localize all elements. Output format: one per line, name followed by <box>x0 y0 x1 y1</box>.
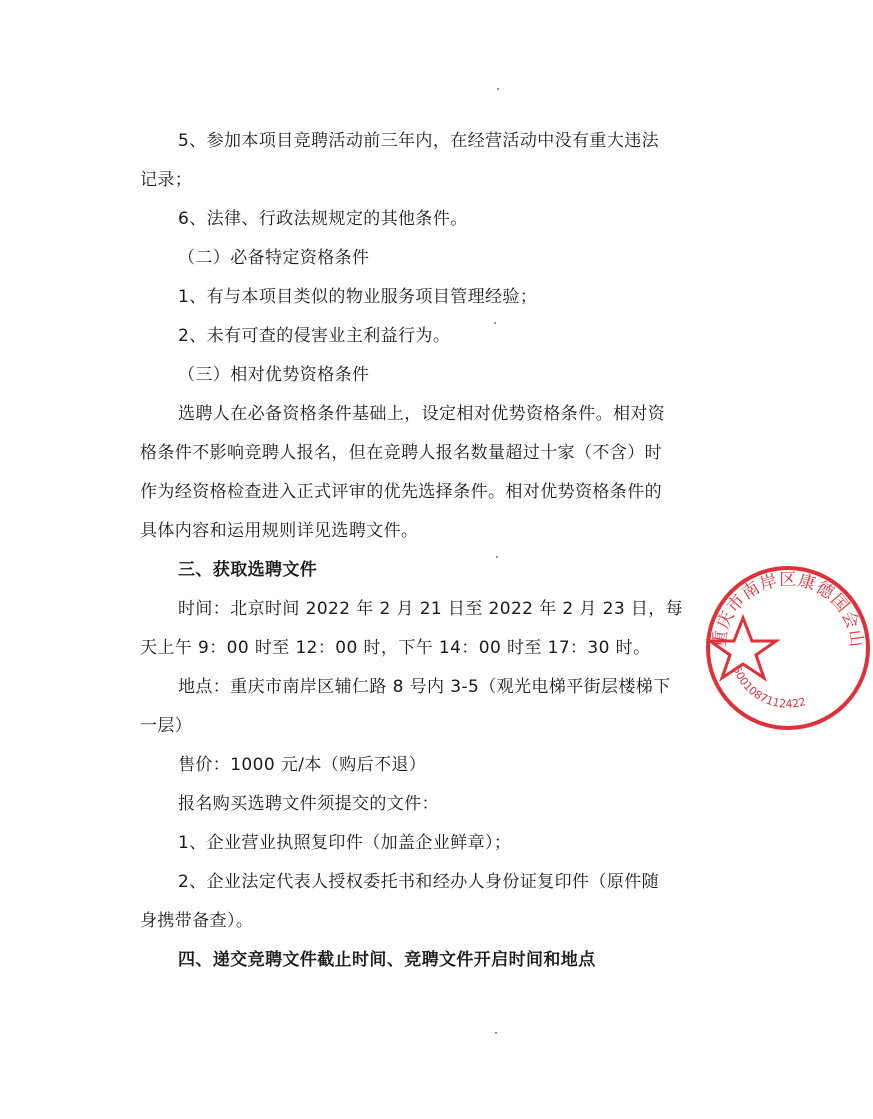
time-line-2: 天上午 9：00 时至 12：00 时，下午 14：00 时至 17：30 时。 <box>140 638 651 658</box>
required-docs-intro: 报名购买选聘文件须提交的文件： <box>178 794 439 814</box>
required-item-2: 2、未有可查的侵害业主利益行为。 <box>178 326 451 346</box>
seal-number: 5001087112422 <box>730 664 808 711</box>
required-doc-2-line-2: 身携带备查）。 <box>140 911 254 931</box>
required-doc-2-line-1: 2、企业法定代表人授权委托书和经办人身份证复印件（原件随 <box>178 872 660 892</box>
required-doc-1: 1、企业营业执照复印件（加盖企业鲜章）； <box>178 833 512 853</box>
heading-advantage-qualifications: （三）相对优势资格条件 <box>178 365 370 385</box>
company-seal <box>703 563 873 733</box>
scan-speck <box>495 1032 497 1034</box>
location-line-2: 一层） <box>140 716 193 736</box>
time-line-1: 时间：北京时间 2022 年 2 月 21 日至 2022 年 2 月 23 日，每 <box>178 599 684 619</box>
advantage-para-line-4: 具体内容和运用规则详见选聘文件。 <box>140 521 419 541</box>
location-line-1: 地点：重庆市南岸区辅仁路 8 号内 3-5（观光电梯平街层楼梯下 <box>178 677 671 697</box>
scan-speck <box>497 88 499 90</box>
advantage-para-line-2: 格条件不影响竞聘人报名，但在竞聘人报名数量超过十家（不含）时 <box>140 443 662 463</box>
para-6: 6、法律、行政法规规定的其他条件。 <box>178 209 468 229</box>
section-4-heading: 四、递交竞聘文件截止时间、竞聘文件开启时间和地点 <box>178 950 596 970</box>
para-5-line-2: 记录； <box>140 170 193 190</box>
seal-graphic <box>703 563 873 733</box>
para-5-line-1: 5、参加本项目竞聘活动前三年内，在经营活动中没有重大违法 <box>178 131 660 151</box>
section-3-heading: 三、获取选聘文件 <box>178 560 318 580</box>
price-line: 售价：1000 元/本（购后不退） <box>178 755 427 775</box>
advantage-para-line-3: 作为经资格检查进入正式评审的优先选择条件。相对优势资格条件的 <box>140 482 662 502</box>
scan-speck <box>496 556 498 558</box>
required-item-1: 1、有与本项目类似的物业服务项目管理经验； <box>178 287 538 307</box>
seal-ring-text: 重庆市南岸区康德国会山 <box>709 569 867 650</box>
advantage-para-line-1: 选聘人在必备资格条件基础上，设定相对优势资格条件。相对资 <box>178 404 666 424</box>
scan-speck <box>494 322 496 324</box>
heading-required-qualifications: （二）必备特定资格条件 <box>178 248 370 268</box>
